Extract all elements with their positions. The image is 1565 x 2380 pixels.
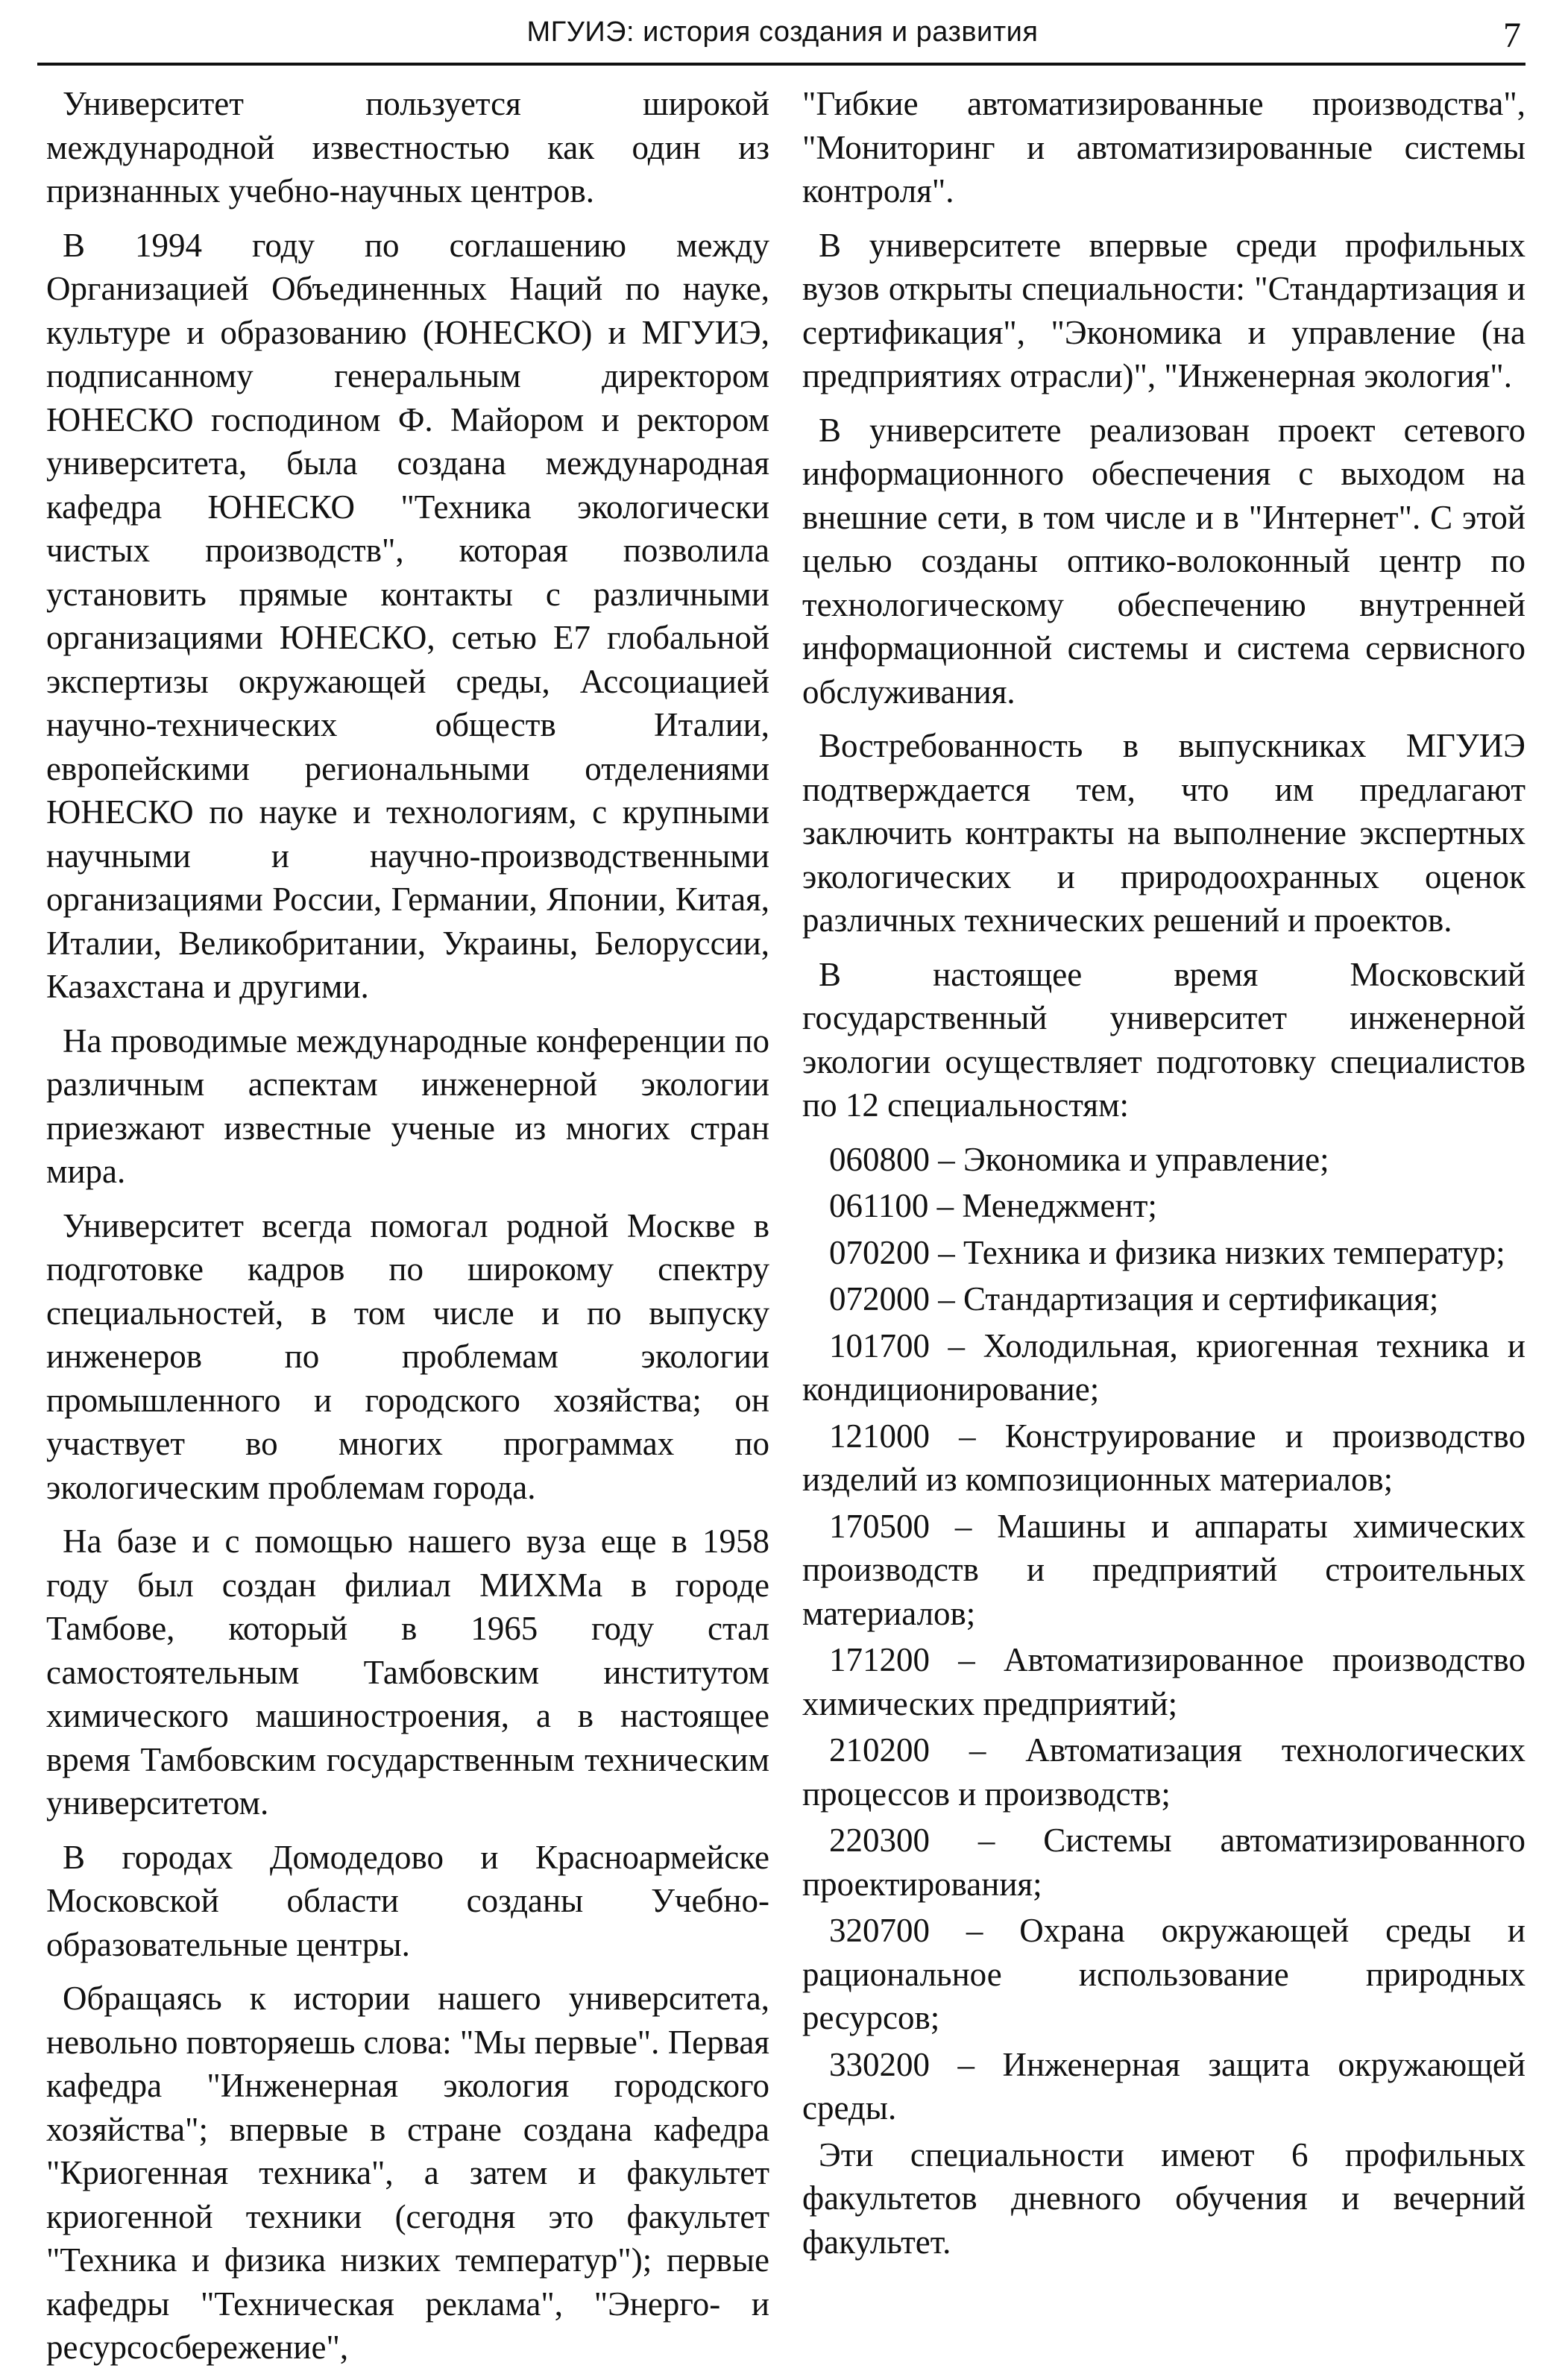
specialty-item: 101700 – Холодильная, криогенная техника и кондиционирование; [802, 1326, 1525, 1408]
specialty-item: 220300 – Системы автоматизированного проектирования; [802, 1822, 1525, 1903]
specialty-item: 060800 – Экономика и управление; [829, 1140, 1329, 1178]
header-rule [37, 63, 1525, 66]
specialty-item: 320700 – Охрана окружающей среды и рациональное использование природных ресурсов; [802, 1912, 1525, 2036]
specialty-item: 061100 – Менеджмент; [829, 1187, 1157, 1224]
paragraph: В университете реализован проект сетевого информационного обеспечения с выходом на внешние сети, в том числе и в "Интернет". С этой целью созданы оптико-волоконный центр по технологическому обеспечению внутренней информационной системы и система сервисного обслуживания. [802, 411, 1525, 711]
specialty-item: 171200 – Автоматизированное производство химических предприятий; [802, 1641, 1525, 1722]
paragraph: В 1994 году по соглашению между Организацией Объединенных Наций по науке, культуре и образованию (ЮНЕСКО) и МГУИЭ, подписанному генеральным директором ЮНЕСКО господином Ф. Майором и ректором университета, была создана международная кафедра ЮНЕСКО "Техника экологически чистых производств", которая позволила установить прямые контакты с различными организациями ЮНЕСКО, сетью Е7 глобальной экспертизы окружающей среды, Ассоциацией научно-технических обществ Италии, европейскими региональными отделениями ЮНЕСКО по науке и технологиям, с крупными научными и научно-производственными организациями России, Германии, Японии, Китая, Италии, Великобритании, Украины, Белоруссии, Казахстана и другими. [46, 226, 769, 1005]
running-header: МГУИЭ: история создания и развития [526, 16, 1039, 48]
paragraph: На проводимые международные конференции по различным аспектам инженерной экологии приезжают известные ученые из многих стран мира. [46, 1021, 769, 1190]
specialty-item: 121000 – Конструирование и производство изделий из композиционных материалов; [802, 1417, 1525, 1498]
paragraph: В городах Домодедово и Красноармейске Московской области созданы Учебно-образовательные центры. [46, 1838, 769, 1963]
paragraph: Университет пользуется широкой международной известностью как один из признанных учебно-научных центров. [46, 85, 769, 210]
specialty-item: 210200 – Автоматизация технологических процессов и производств; [802, 1731, 1525, 1813]
specialty-item: 070200 – Техника и физика низких температур; [829, 1233, 1505, 1271]
specialty-item: 330200 – Инженерная защита окружающей среды. [802, 2045, 1525, 2126]
page-number: 7 [1503, 16, 1521, 55]
right-column [802, 82, 1525, 2274]
paragraph: Востребованность в выпускниках МГУИЭ подтверждается тем, что им предлагают заключить контракты на выполнение экспертных экологических и природоохранных оценок различных технических решений и проектов. [802, 727, 1525, 939]
paragraph: В настоящее время Московский государственный университет инженерной экологии осуществляет подготовку специалистов по 12 специальностям: [802, 955, 1525, 1124]
left-column [46, 82, 769, 2380]
paragraph: Обращаясь к истории нашего университета, невольно повторяешь слова: "Мы первые". Первая кафедра "Инженерная экология городского хозяйства"; впервые в стране создана кафедра "Криогенная техника", а затем и факультет криогенной техники (сегодня это факультет "Техника и физика низких температур"); первые кафедры "Техническая реклама", "Энерго- и ресурсосбережение", [46, 1980, 769, 2366]
continued-paragraph: "Гибкие автоматизированные производства", "Мониторинг и автоматизированные системы контроля". [802, 85, 1525, 210]
specialty-item: 170500 – Машины и аппараты химических производств и предприятий строительных материалов; [802, 1507, 1525, 1632]
specialty-item: 072000 – Стандартизация и сертификация; [829, 1280, 1439, 1318]
specialties-list [802, 1138, 1525, 2130]
paragraph: На базе и с помощью нашего вуза еще в 1958 году был создан филиал МИХМа в городе Тамбове, который в 1965 году стал самостоятельным Тамбовским институтом химического машиностроения, а в настоящее время Тамбовским государственным техническим университетом. [46, 1523, 769, 1822]
closing-paragraph: Эти специальности имеют 6 профильных факультетов дневного обучения и вечерний факультет. [802, 2135, 1525, 2261]
paragraph: Университет всегда помогал родной Москве в подготовке кадров по широкому спектру специальностей, в том числе и по выпуску инженеров по проблемам экологии промышленного и городского хозяйства; он участвует во многих программах по экологическим проблемам города. [46, 1206, 769, 1506]
paragraph: В университете впервые среди профильных вузов открыты специальности: "Стандартизация и сертификация", "Экономика и управление (на предприятиях отрасли)", "Инженерная экология". [802, 226, 1525, 394]
